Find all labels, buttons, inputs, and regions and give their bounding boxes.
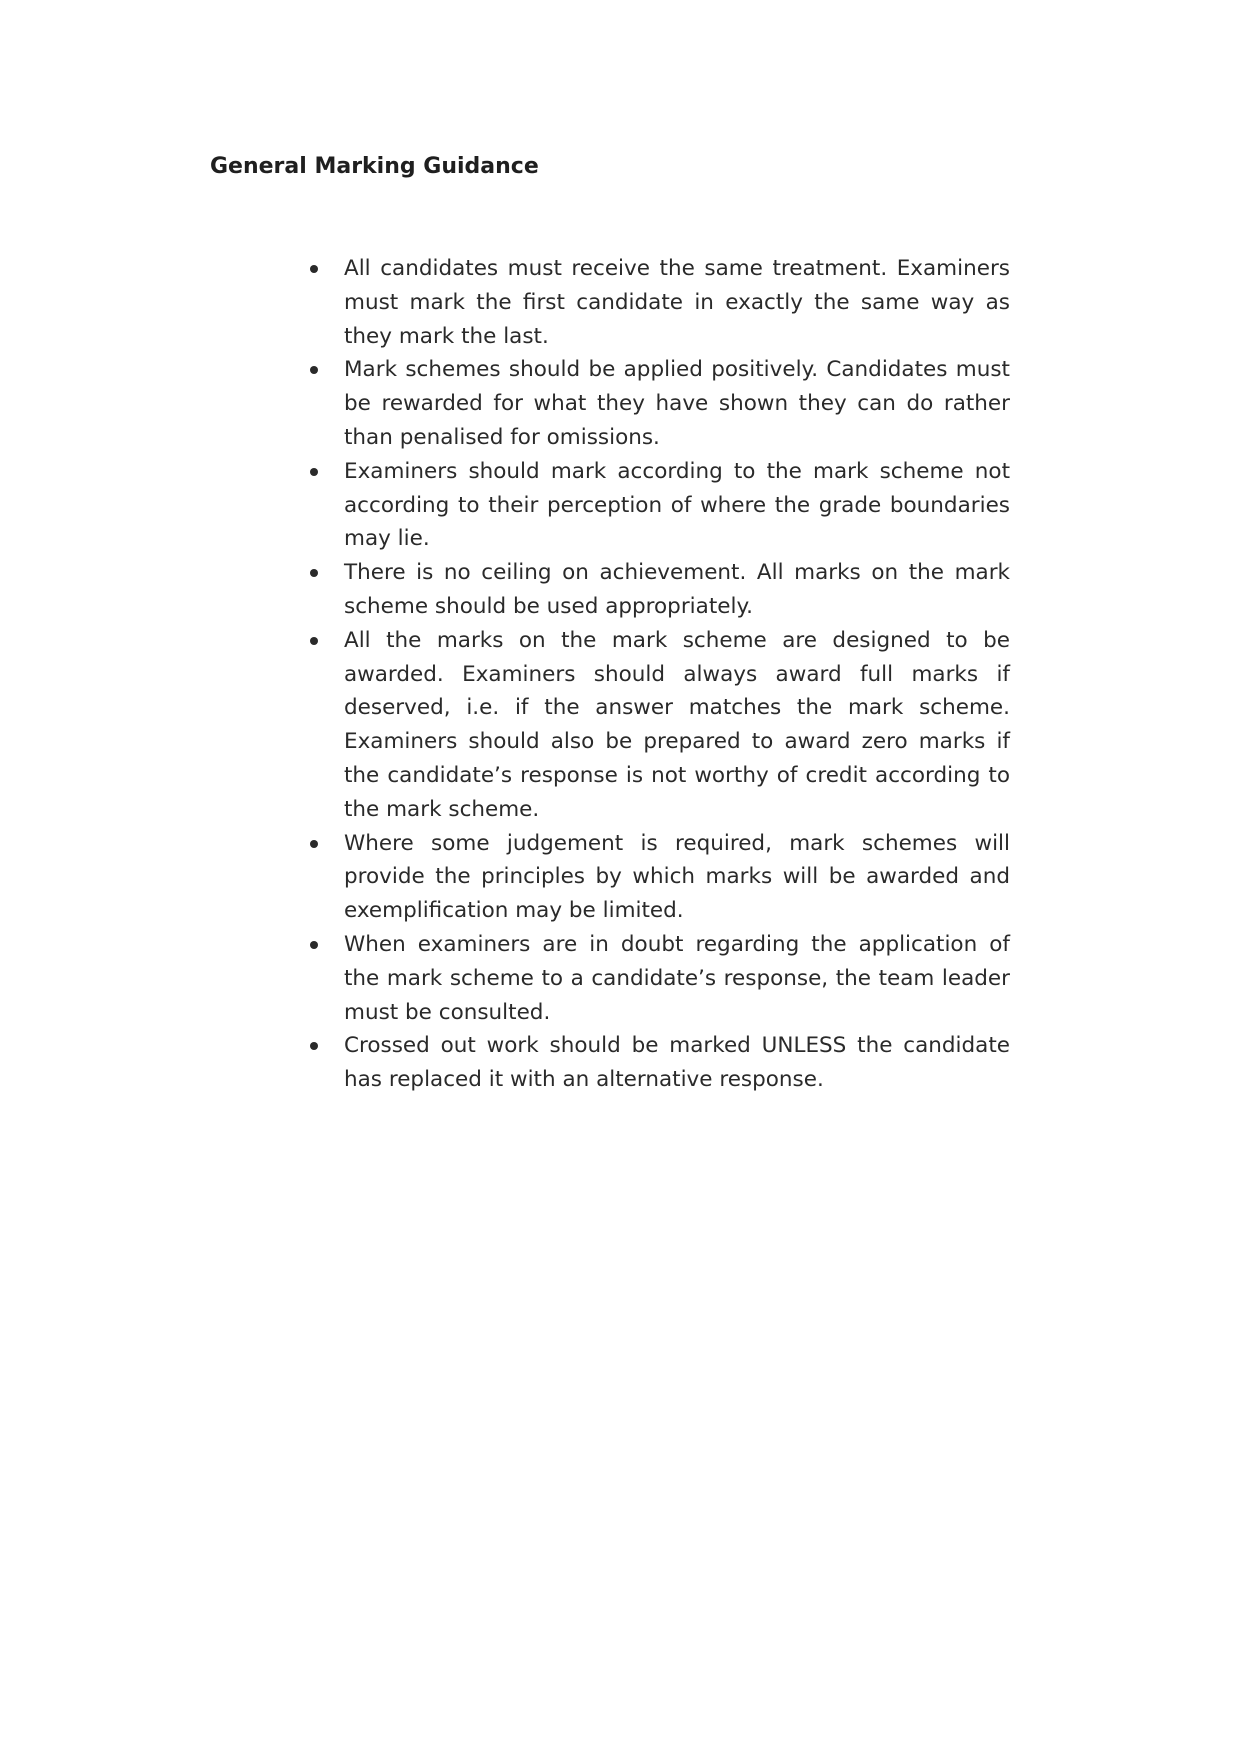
- guidance-item: [310, 556, 1010, 624]
- guidance-list: [310, 252, 1010, 1097]
- guidance-item: [310, 624, 1010, 827]
- guidance-item: [310, 353, 1010, 454]
- page-title: General Marking Guidance: [210, 154, 539, 179]
- guidance-item: [310, 827, 1010, 928]
- guidance-item-text: Where some judgement is required, mark schemes will provide the principles by which marks will be awarded and exemplification may be limited.: [344, 830, 1010, 924]
- bullet-icon: [310, 941, 318, 949]
- bullet-icon: [310, 1042, 318, 1050]
- bullet-icon: [310, 468, 318, 476]
- guidance-item-text: Mark schemes should be applied positively. Candidates must be rewarded for what they have shown they can do rather than penalised for omissions.: [344, 357, 1010, 450]
- guidance-item: [310, 252, 1010, 353]
- guidance-item-text: There is no ceiling on achievement. All marks on the mark scheme should be used appropriately.: [344, 560, 1010, 619]
- bullet-icon: [310, 366, 318, 374]
- bullet-icon: [310, 265, 318, 273]
- guidance-item-text: All the marks on the mark scheme are designed to be awarded. Examiners should always award full marks if deserved, i.e. if the answer matches the mark scheme. Examiners should also be prepared to award zero marks if the candidate’s response is not worthy of credit according to the mark scheme.: [344, 627, 1010, 822]
- guidance-item-text: Crossed out work should be marked UNLESS the candidate has replaced it with an alternative response.: [344, 1033, 1010, 1093]
- bullet-icon: [310, 637, 318, 645]
- guidance-item: [310, 928, 1010, 1029]
- guidance-item-text: All candidates must receive the same treatment. Examiners must mark the first candidate in exactly the same way as they mark the last.: [344, 256, 1010, 349]
- bullet-icon: [310, 840, 318, 848]
- guidance-item-text: When examiners are in doubt regarding the application of the mark scheme to a candidate’s response, the team leader must be consulted.: [344, 931, 1010, 1025]
- bullet-icon: [310, 569, 318, 577]
- guidance-item: [310, 455, 1010, 556]
- guidance-item: [310, 1029, 1010, 1097]
- guidance-item-text: Examiners should mark according to the mark scheme not according to their perception of where the grade boundaries may lie.: [344, 458, 1010, 552]
